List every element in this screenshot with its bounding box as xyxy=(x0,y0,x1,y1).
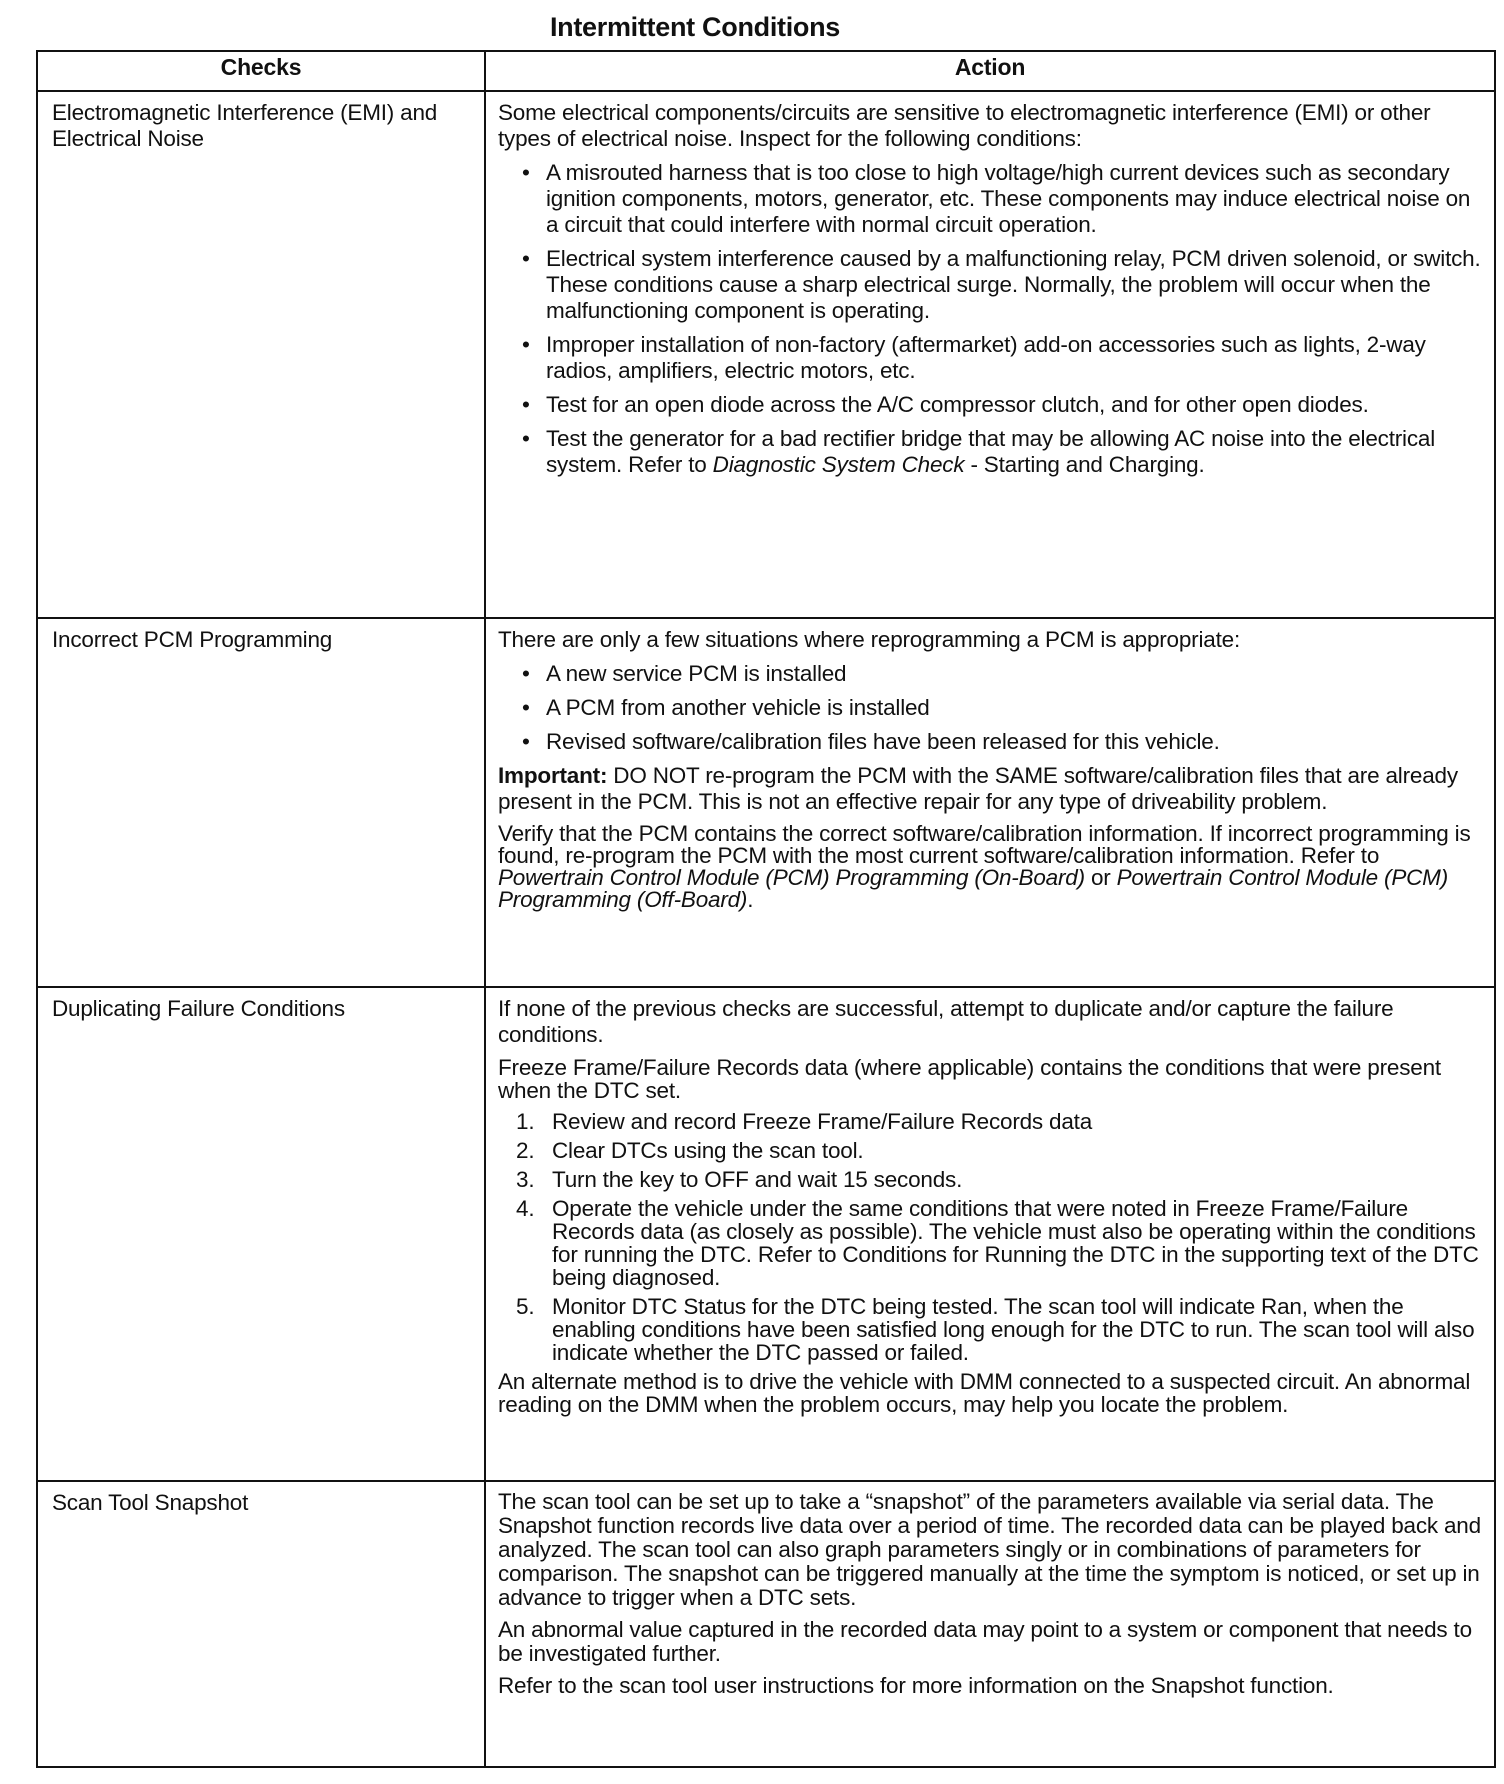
list-item: • A PCM from another vehicle is installed xyxy=(522,695,1482,721)
action-cell xyxy=(485,618,1495,987)
step-text: Turn the key to OFF and wait 15 seconds. xyxy=(552,1167,963,1192)
paragraph-text: . xyxy=(747,887,754,912)
important-label: Important: xyxy=(498,763,608,788)
paragraph-text: Verify that the PCM contains the correct software/calibration information. If incorrect programming is found, re-program the PCM with the most current software/calibration information. Refer to xyxy=(498,821,1471,868)
action-intro: There are only a few situations where reprogramming a PCM is appropriate: xyxy=(498,627,1240,652)
step-list xyxy=(498,1110,1482,1364)
step-number: 5. xyxy=(516,1294,535,1319)
list-item xyxy=(516,1168,1482,1191)
paragraph: The scan tool can be set up to take a “snapshot” of the parameters available via serial data. The Snapshot function records live data over a period of time. The recorded data can be played back and analyzed. The scan tool can also graph parameters singly or in combinations of parameters for comparison. The snapshot can be triggered manually at the time the symptom is noticed, or set up in advance to trigger when a DTC sets. xyxy=(498,1489,1481,1610)
important-note xyxy=(498,763,1482,815)
list-item xyxy=(522,426,1482,478)
step-number: 2. xyxy=(516,1138,535,1163)
list-item: • Revised software/calibration files have been released for this vehicle. xyxy=(522,729,1482,755)
step-number: 1. xyxy=(516,1109,535,1134)
bullet-list xyxy=(498,661,1482,755)
list-item: • Electrical system interference caused by a malfunctioning relay, PCM driven solenoid, or switch. These conditions cause a sharp electrical surge. Normally, the problem will occur when the malfunctioning component is operating. xyxy=(522,246,1482,324)
item-text: - Starting and Charging. xyxy=(964,452,1205,477)
list-item xyxy=(516,1110,1482,1133)
list-item: • A misrouted harness that is too close to high voltage/high current devices such as secondary ignition components, motors, generator, etc. These components may induce electrical noise on a circuit that could interfere with normal circuit operation. xyxy=(522,160,1482,238)
action-cell xyxy=(485,1481,1495,1767)
table-row xyxy=(37,987,1495,1481)
list-item xyxy=(516,1139,1482,1162)
table-row xyxy=(37,1481,1495,1767)
paragraph: Refer to the scan tool user instructions for more information on the Snapshot function. xyxy=(498,1673,1334,1698)
step-text: Monitor DTC Status for the DTC being tested. The scan tool will indicate Ran, when the enabling conditions have been satisfied long enough for the DTC to run. The scan tool will also indicate whether the DTC passed or failed. xyxy=(552,1294,1475,1365)
list-item xyxy=(516,1295,1482,1364)
table-row xyxy=(37,91,1495,618)
item-text: Test the generator for a bad rectifier bridge that may be allowing AC noise into the electrical system. Refer to xyxy=(546,426,1435,477)
list-item: • A new service PCM is installed xyxy=(522,661,1482,687)
step-number: 4. xyxy=(516,1196,535,1221)
bullet-list xyxy=(498,160,1482,478)
paragraph: If none of the previous checks are successful, attempt to duplicate and/or capture the failure conditions. xyxy=(498,996,1394,1047)
header-action: Action xyxy=(485,51,1495,91)
list-item: • Test for an open diode across the A/C compressor clutch, and for other open diodes. xyxy=(522,392,1482,418)
reference-link[interactable]: Powertrain Control Module (PCM) Programming (On-Board) xyxy=(498,865,1085,890)
step-number: 3. xyxy=(516,1167,535,1192)
verify-paragraph xyxy=(498,823,1482,911)
paragraph: An alternate method is to drive the vehicle with DMM connected to a suspected circuit. An abnormal reading on the DMM when the problem occurs, may help you locate the problem. xyxy=(498,1369,1471,1417)
header-checks: Checks xyxy=(37,51,485,91)
action-cell xyxy=(485,987,1495,1481)
list-item xyxy=(516,1197,1482,1289)
check-cell: Incorrect PCM Programming xyxy=(37,618,485,987)
check-cell: Duplicating Failure Conditions xyxy=(37,987,485,1481)
table-row xyxy=(37,618,1495,987)
paragraph: An abnormal value captured in the recorded data may point to a system or component that needs to be investigated further. xyxy=(498,1617,1472,1666)
step-text: Operate the vehicle under the same conditions that were noted in Freeze Frame/Failure Records data (as closely as possible). The vehicle must also be operating within the conditions for running the DTC. Refer to Conditions for Running the DTC in the supporting text of the DTC being diagnosed. xyxy=(552,1196,1479,1290)
page-title: Intermittent Conditions xyxy=(549,12,841,42)
check-cell: Electromagnetic Interference (EMI) and Electrical Noise xyxy=(37,91,485,618)
table-header-row xyxy=(37,51,1495,91)
reference-link[interactable]: Diagnostic System Check xyxy=(712,452,965,477)
paragraph-text: or xyxy=(1084,865,1117,890)
reference-link[interactable]: Powertrain Control Module (PCM) Programming (Off-Board) xyxy=(498,865,1449,912)
step-text: Review and record Freeze Frame/Failure Records data xyxy=(552,1109,1093,1134)
intermittent-conditions-table xyxy=(36,50,1496,1768)
action-cell xyxy=(485,91,1495,618)
check-cell: Scan Tool Snapshot xyxy=(37,1481,485,1767)
paragraph: Freeze Frame/Failure Records data (where applicable) contains the conditions that were present when the DTC set. xyxy=(498,1055,1441,1103)
list-item: • Improper installation of non-factory (aftermarket) add-on accessories such as lights, 2-way radios, amplifiers, electric motors, etc. xyxy=(522,332,1482,384)
important-text: DO NOT re-program the PCM with the SAME software/calibration files that are already present in the PCM. This is not an effective repair for any type of driveability problem. xyxy=(498,763,1458,814)
action-intro: Some electrical components/circuits are sensitive to electromagnetic interference (EMI) or other types of electrical noise. Inspect for the following conditions: xyxy=(498,100,1431,151)
step-text: Clear DTCs using the scan tool. xyxy=(552,1138,864,1163)
